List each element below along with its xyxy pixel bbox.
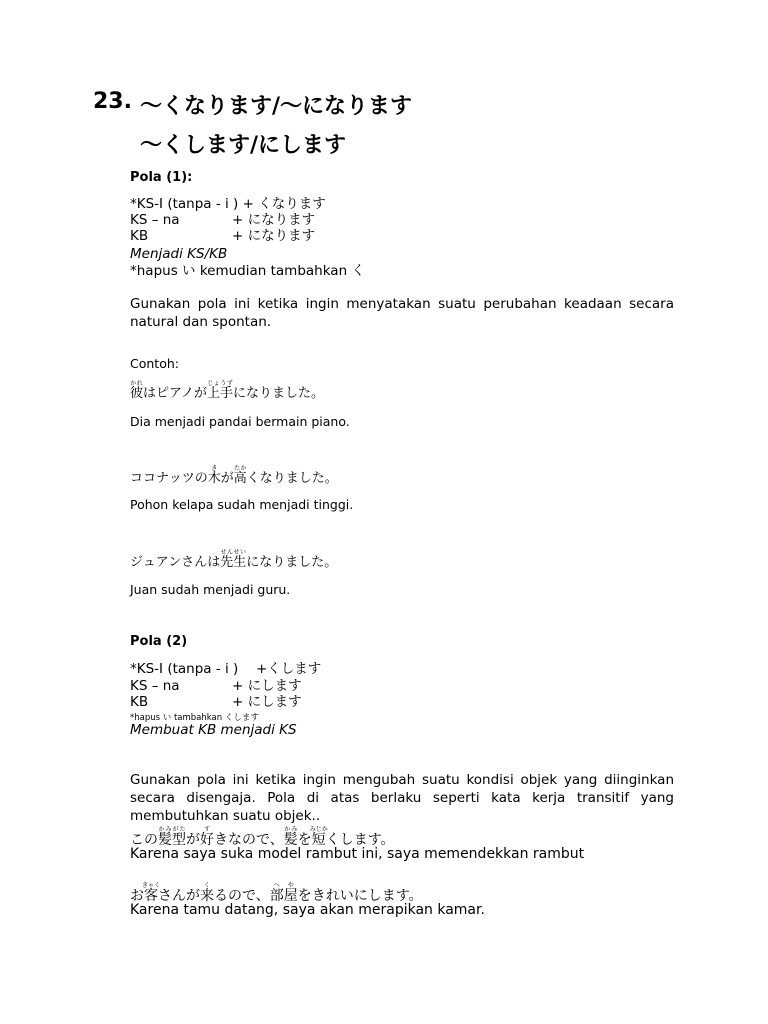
contoh-example-3-translation: Juan sudah menjadi guru.	[130, 582, 291, 597]
pola1-row-1-left: *KS-I (tanpa - i ) + くなります	[130, 196, 326, 212]
ruby-su: 好す	[200, 826, 214, 848]
section-title-line-1: ～くなります/～になります	[140, 94, 413, 119]
pola1-row-3-left: KB	[130, 228, 149, 244]
pola2-row-2-left: KS – na	[130, 678, 180, 694]
pola2-example-2-jp: お客きゃくさんが来くるので、部屋へやをきれいにします。	[130, 882, 423, 904]
contoh-example-1-jp: 彼かれはピアノが上手じょうずになりました。	[130, 380, 325, 401]
pola2-row-2-right: + にします	[232, 678, 302, 694]
ruby-sensei: 先生せんせい	[220, 549, 247, 570]
ruby-kyaku: 客きゃく	[142, 882, 161, 904]
ruby-kami: 髪かみ	[283, 826, 298, 848]
pola2-example-1-translation: Karena saya suka model rambut ini, saya memendekkan rambut	[130, 846, 585, 862]
pola1-explanation: Gunakan pola ini ketika ingin menyatakan suatu perubahan keadaan secara natural dan spontan.	[130, 296, 674, 330]
ruby-mijika: 短みじか	[309, 826, 328, 848]
section-number: 23.	[93, 89, 132, 114]
pola1-heading: Pola (1):	[130, 170, 193, 185]
ruby-kamigata: 髪型かみがた	[158, 826, 186, 848]
pola1-note-hapus: *hapus い kemudian tambahkan く	[130, 263, 365, 279]
contoh-example-2-jp: ココナッツの木きが高たかくなりました。	[130, 465, 338, 486]
pola2-row-1-left: *KS-I (tanpa - i )	[130, 661, 239, 677]
contoh-example-1-translation: Dia menjadi pandai bermain piano.	[130, 414, 350, 429]
pola1-row-3-right: + になります	[232, 228, 316, 244]
pola2-row-3-right: + にします	[232, 694, 302, 710]
pola1-row-2-left: KS – na	[130, 212, 180, 228]
ruby-ki: 木き	[207, 465, 221, 486]
section-title-line-2: ～くします/にします	[140, 133, 347, 158]
pola2-example-1-jp: この髪型かみがたが好すきなので、髪かみを短みじかくします。	[130, 826, 395, 848]
ruby-taka: 高たか	[233, 465, 247, 486]
pola2-example-2-translation: Karena tamu datang, saya akan merapikan kamar.	[130, 902, 485, 918]
contoh-label: Contoh:	[130, 356, 179, 371]
pola2-explanation: Gunakan pola ini ketika ingin mengubah suatu kondisi objek yang diinginkan secara disengaja. Pola di atas berlaku seperti kata kerja transitif yang membutuhkan suatu objek..	[130, 772, 674, 824]
pola2-note-hapus: *hapus い tambahkan くします	[130, 713, 259, 723]
pola2-row-1-right: +くします	[256, 661, 322, 677]
pola1-row-2-right: + になります	[232, 212, 316, 228]
contoh-example-2-translation: Pohon kelapa sudah menjadi tinggi.	[130, 497, 354, 512]
pola2-note-italic: Membuat KB menjadi KS	[130, 722, 297, 738]
pola2-heading: Pola (2)	[130, 634, 188, 649]
ruby-kare: 彼かれ	[130, 380, 144, 401]
ruby-heya: 部屋へや	[269, 882, 298, 904]
ruby-ku: 来く	[200, 882, 214, 904]
ruby-jouzu: 上手じょうず	[206, 380, 233, 401]
pola1-note-italic: Menjadi KS/KB	[130, 246, 228, 262]
pola2-row-3-left: KB	[130, 694, 149, 710]
contoh-example-3-jp: ジュアンさんは先生せんせいになりました。	[130, 549, 338, 570]
